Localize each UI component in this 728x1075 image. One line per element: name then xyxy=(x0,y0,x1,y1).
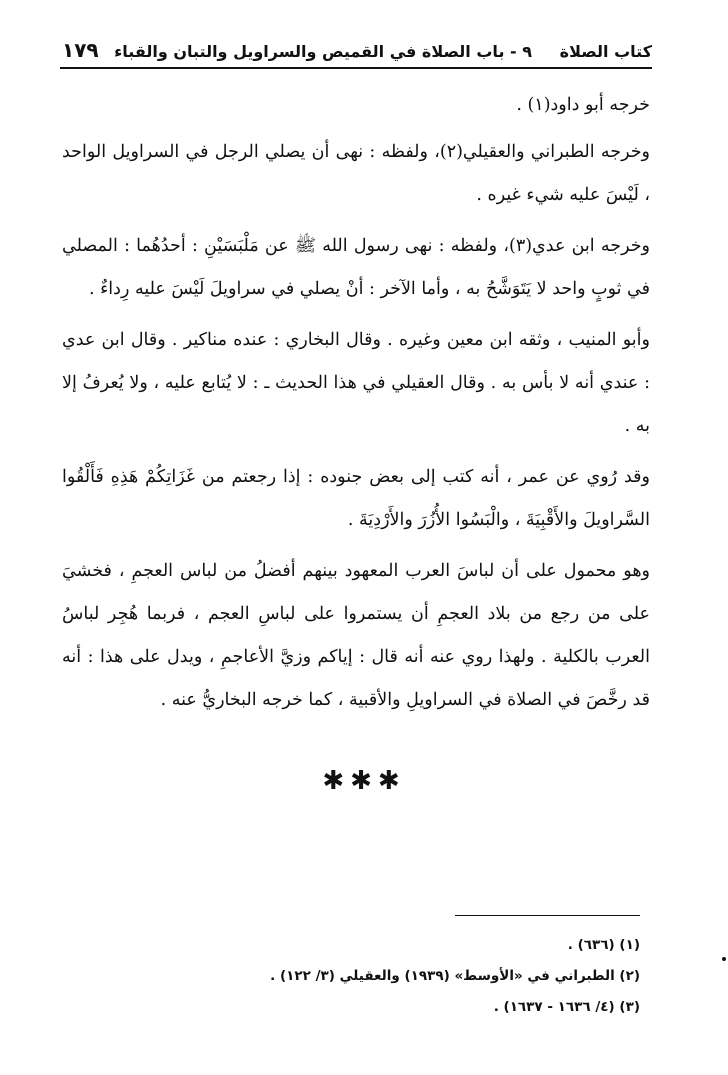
footnote: (٢) الطبراني في «الأوسط» (١٩٣٩) والعقيلي (٣/ ١٢٢) . xyxy=(270,968,640,984)
paragraph: خرجه أبو داود(١) . xyxy=(516,95,650,115)
footnote-rule xyxy=(455,915,640,916)
page-number: ١٧٩ xyxy=(62,38,99,62)
paragraph: وهو محمول على أن لباسَ العرب المعهود بينهم أفضلُ من لباس العجمِ ، فخشيَ على من رجع من بلاد العجمِ أن يستمروا على لباسِ العجم ، فربما هُجِر لباسُ العرب بالكلية . ولهذا روي عنه أنه قال : إياكم وزيَّ الأعاجمِ ، ويدل على هذا : أنه قد رخَّصَ في الصلاة في السراويلِ والأقبية ، كما خرجه البخاريُّ عنه . xyxy=(62,561,650,710)
book-title: كتاب الصلاة xyxy=(559,42,652,61)
paragraph: وقد رُوي عن عمر ، أنه كتب إلى بعض جنوده : إذا رجعتم من غَزَاتِكُمْ هَذِهِ فَأَلْقُوا السَّراويلَ والأَقْبِيَةَ ، والْبَسُوا الأُزُرَ والأَرْدِيَةَ . xyxy=(62,467,650,530)
footnotes xyxy=(270,930,640,1023)
scan-speck xyxy=(722,957,726,961)
paragraph: وخرجه ابن عدي(٣)، ولفظه : نهى رسول الله ﷺ عن مَلْبَسَيْنِ : أحدُهُما : المصلي في ثوبٍ واحد لا يَتَوَشَّحُ به ، وأما الآخر : أنْ يصلي في سراويلَ لَيْسَ عليه رِداءٌ . xyxy=(62,236,650,299)
running-header xyxy=(62,38,652,68)
chapter-title: ٩ - باب الصلاة في القميص والسراويل والتبان والقباء xyxy=(114,42,532,61)
paragraph: وخرجه الطبراني والعقيلي(٢)، ولفظه : نهى أن يصلي الرجل في السراويل الواحد ، لَيْسَ عليه شيء غيره . xyxy=(62,142,651,205)
footnote: (٣) (٤/ ١٦٣٦ - ١٦٣٧) . xyxy=(493,999,640,1015)
section-separator: ✱✱✱ xyxy=(322,766,406,796)
header-rule xyxy=(60,67,652,69)
footnote: (١) (٦٣٦) . xyxy=(567,937,640,953)
paragraph: وأبو المنيب ، وثقه ابن معين وغيره . وقال البخاري : عنده مناكير . وقال ابن عدي : عندي أنه لا بأس به . وقال العقيلي في هذا الحديث ـ : لا يُتابع عليه ، ولا يُعرفُ إلا به . xyxy=(62,330,650,436)
main-text xyxy=(62,84,650,730)
